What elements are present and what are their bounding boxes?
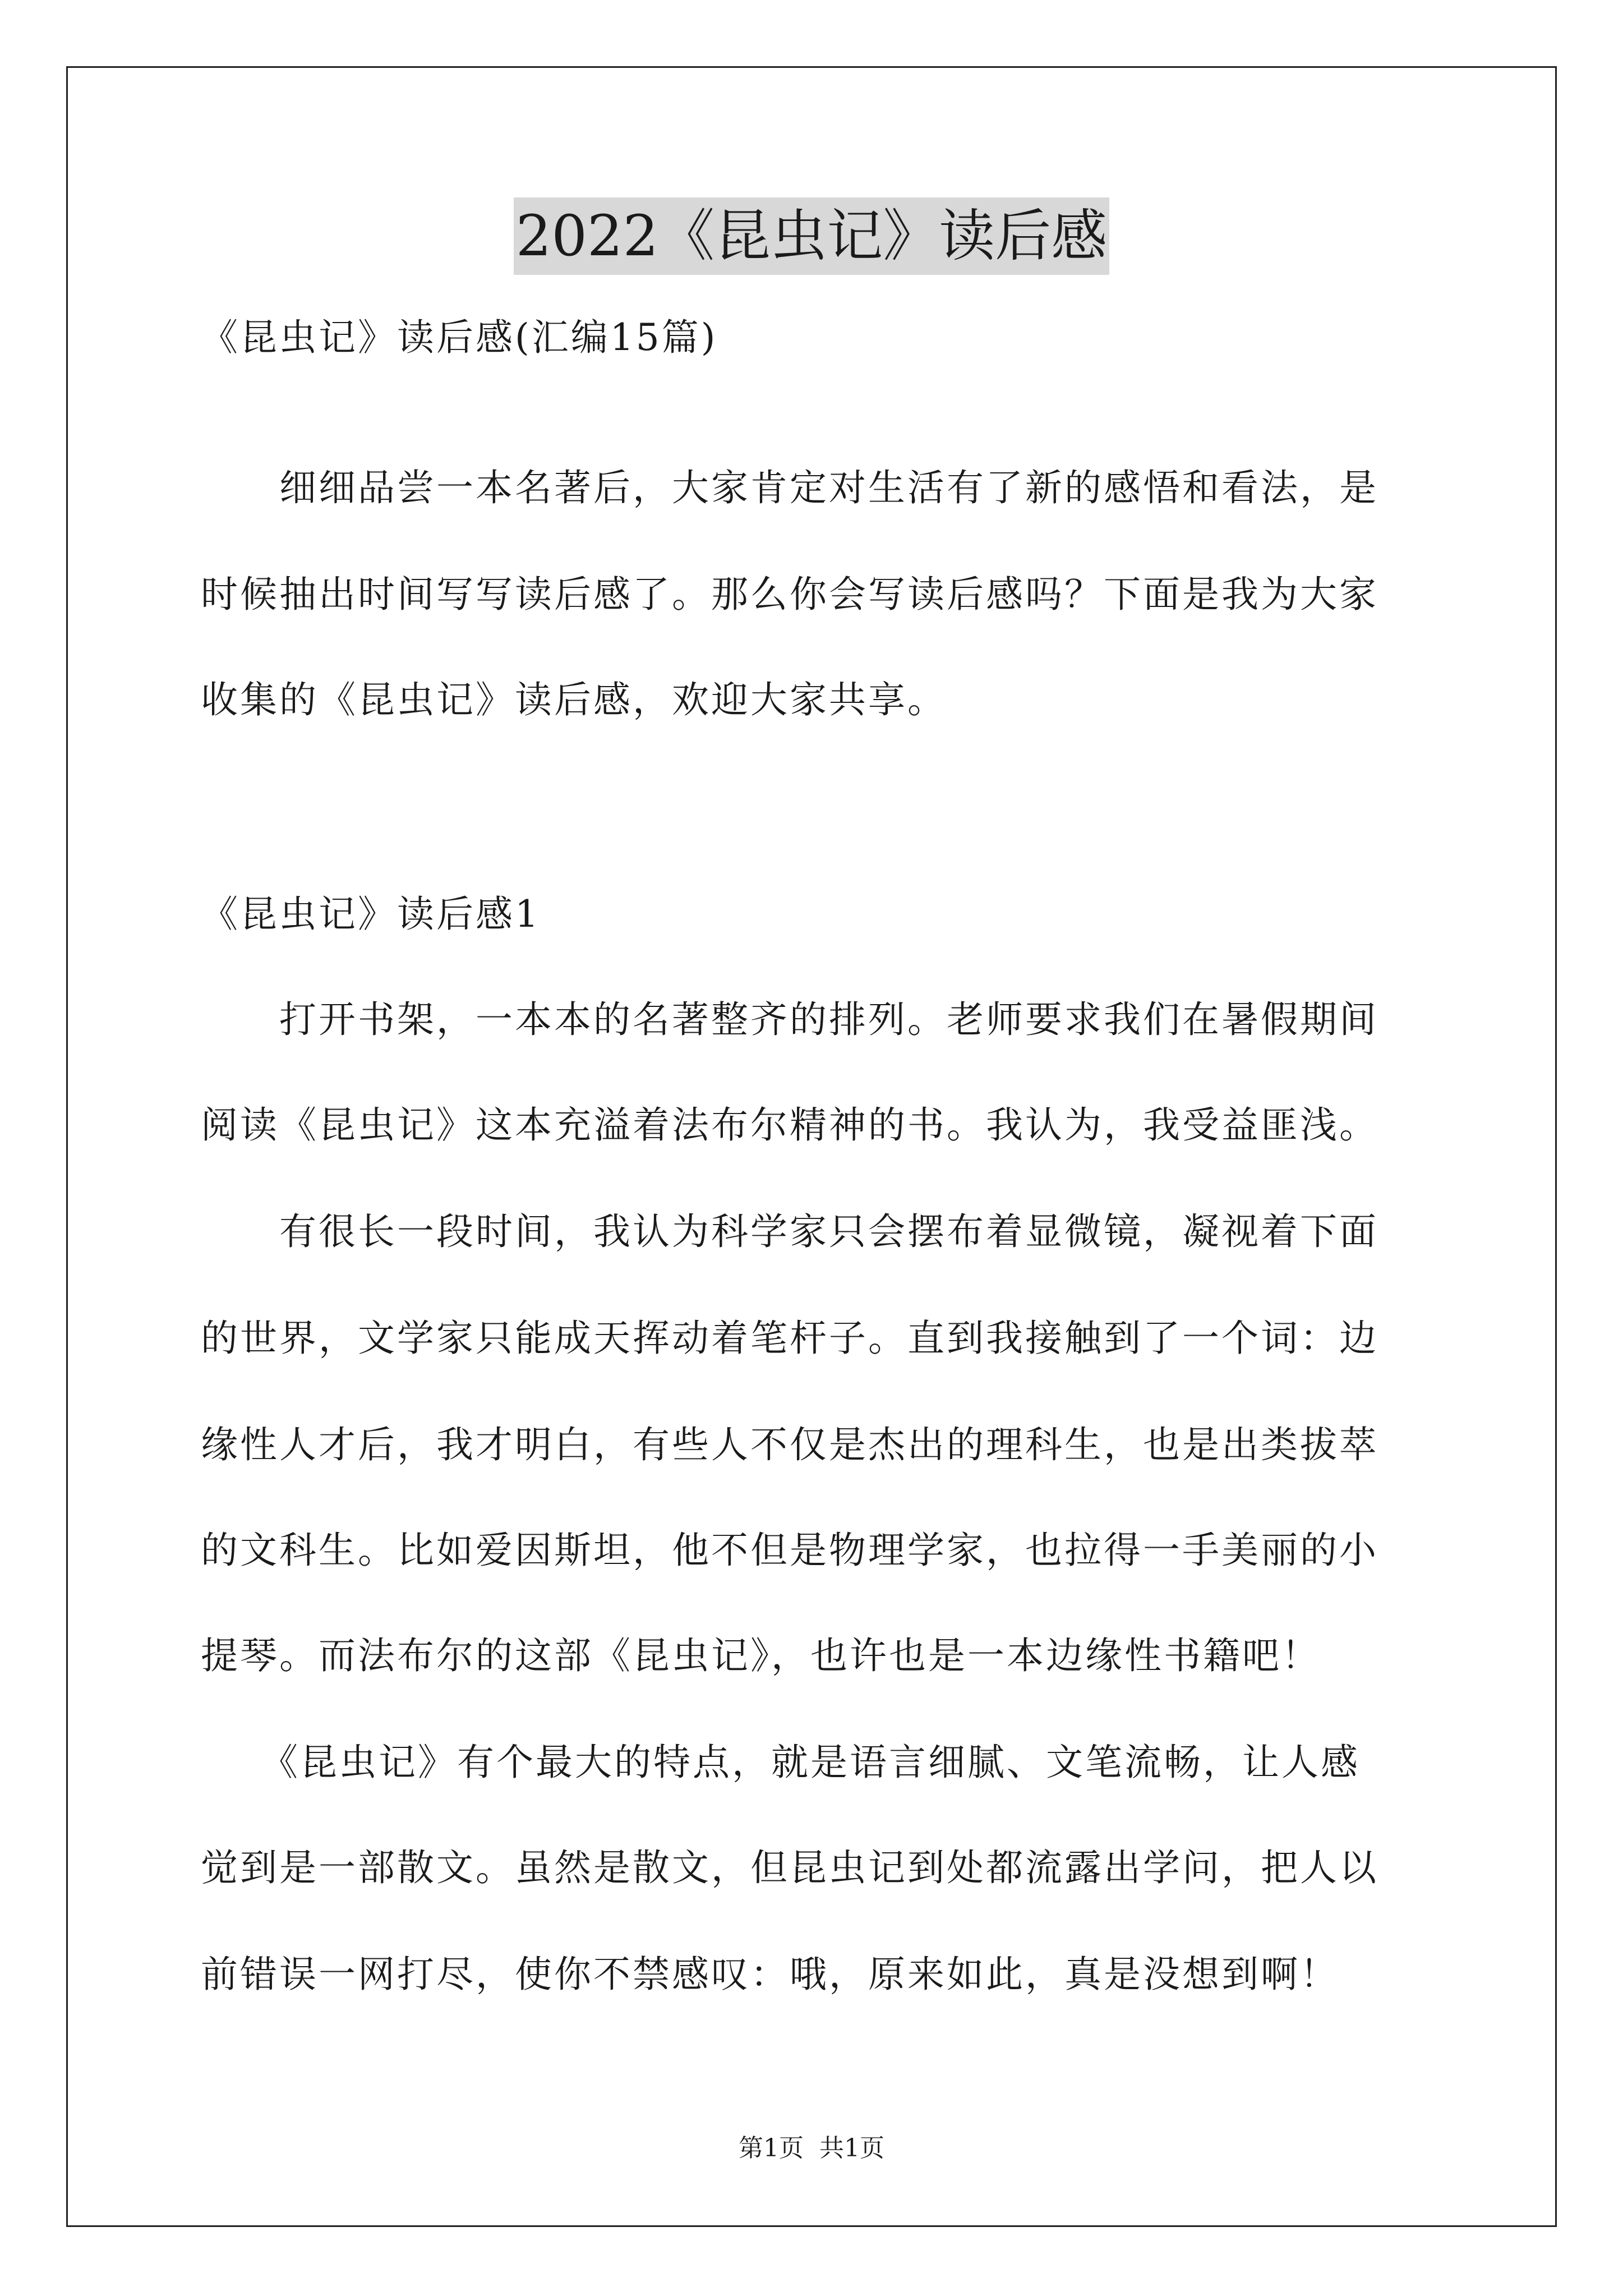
body-line: 的世界，文学家只能成天挥动着笔杆子。直到我接触到了一个词：边 xyxy=(201,1317,1378,1360)
body-line: 觉到是一部散文。虽然是散文，但昆虫记到处都流露出学问，把人以 xyxy=(201,1846,1378,1889)
intro-line: 细细品尝一本名著后，大家肯定对生活有了新的感悟和看法，是 xyxy=(201,466,1378,509)
body-line: 有很长一段时间，我认为科学家只会摆布着显微镜，凝视着下面 xyxy=(201,1210,1378,1253)
section-heading: 《昆虫记》读后感1 xyxy=(201,892,541,936)
page-total: 共1页 xyxy=(819,2134,884,2162)
body-line: 缘性人才后，我才明白，有些人不仅是杰出的理科生，也是出类拔萃 xyxy=(201,1423,1378,1466)
document-subtitle: 《昆虫记》读后感(汇编15篇) xyxy=(201,316,718,359)
intro-line: 时候抽出时间写写读后感了。那么你会写读后感吗？下面是我为大家 xyxy=(201,573,1378,616)
page-footer xyxy=(0,2132,1623,2165)
body-line: 提琴。而法布尔的这部《昆虫记》，也许也是一本边缘性书籍吧！ xyxy=(201,1634,1321,1677)
page-number: 第1页 xyxy=(739,2134,804,2162)
body-line: 前错误一网打尽，使你不禁感叹：哦，原来如此，真是没想到啊！ xyxy=(201,1953,1339,1996)
body-line: 阅读《昆虫记》这本充溢着法布尔精神的书。我认为，我受益匪浅。 xyxy=(201,1103,1378,1147)
title-container xyxy=(0,197,1623,275)
body-line: 《昆虫记》有个最大的特点，就是语言细腻、文笔流畅，让人感 xyxy=(201,1741,1360,1784)
intro-line: 收集的《昆虫记》读后感，欢迎大家共享。 xyxy=(201,678,947,721)
body-line: 打开书架，一本本的名著整齐的排列。老师要求我们在暑假期间 xyxy=(201,998,1378,1041)
document-title: 2022《昆虫记》读后感 xyxy=(514,197,1110,275)
body-line: 的文科生。比如爱因斯坦，他不但是物理学家，也拉得一手美丽的小 xyxy=(201,1529,1378,1572)
